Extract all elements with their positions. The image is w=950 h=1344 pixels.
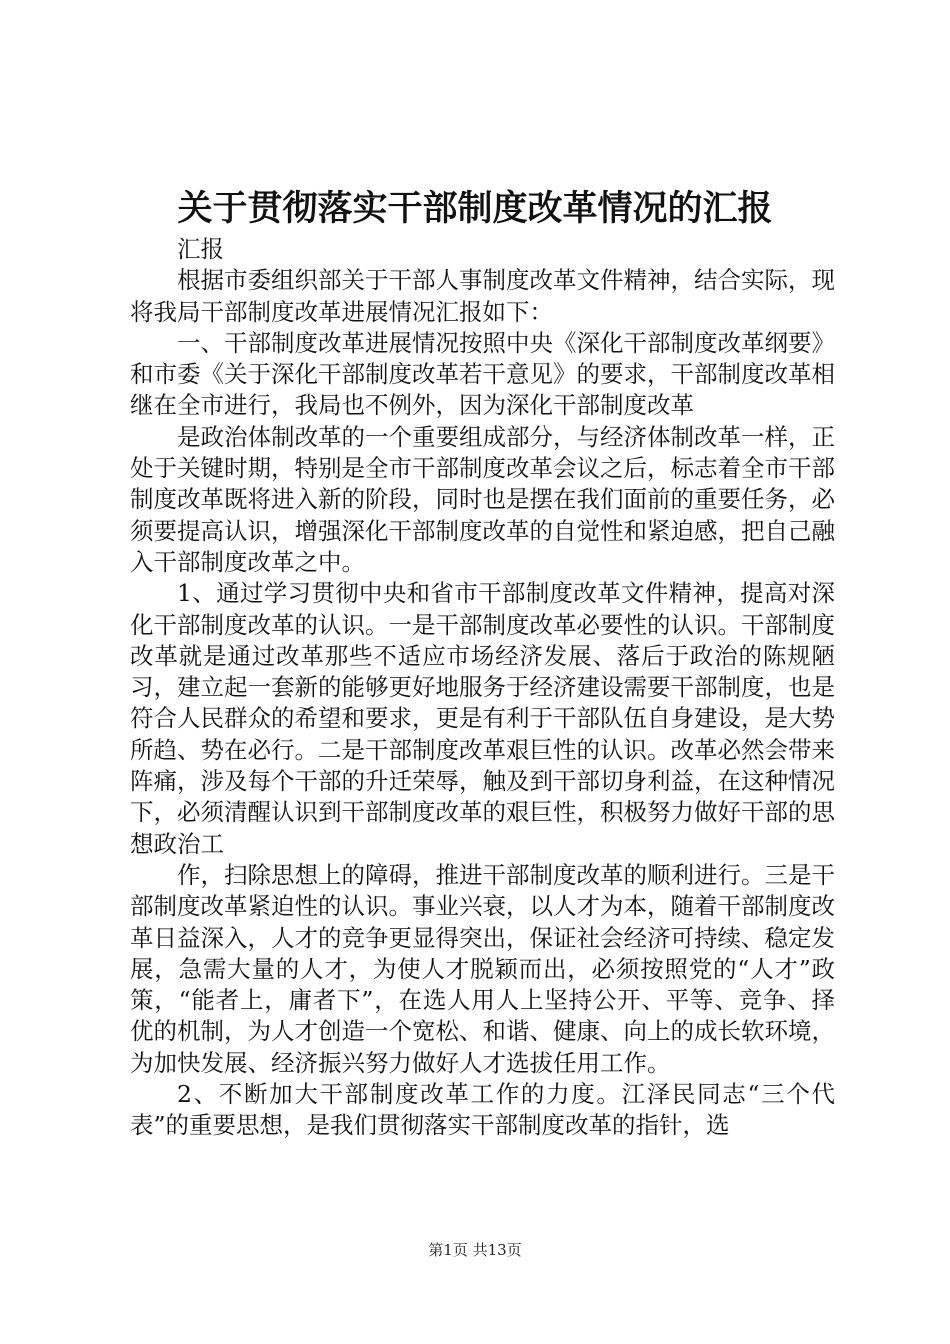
- paragraph: 1、通过学习贯彻中央和省市干部制度改革文件精神，提高对深化干部制度改革的认识。一是干部制度改革必要性的认识。干部制度改革就是通过改革那些不适应市场经济发展、落后于政治的陈规陋习，建立起一套新的能够更好地服务于经济建设需要干部制度，也是符合人民群众的希望和要求，更是有利于干部队伍自身建设，是大势所趋、势在必行。二是干部制度改革艰巨性的认识。改革必然会带来阵痛，涉及每个干部的升迁荣辱，触及到干部切身利益，在这种情况下，必须清醒认识到干部制度改革的艰巨性，积极努力做好干部的思想政治工: [130, 579, 835, 858]
- document-body: [130, 234, 835, 1142]
- paragraph: 根据市委组织部关于干部人事制度改革文件精神，结合实际，现将我局干部制度改革进展情况汇报如下：: [130, 266, 835, 326]
- paragraph: 是政治体制改革的一个重要组成部分，与经济体制改革一样，正处于关键时期，特别是全市干部制度改革会议之后，标志着全市干部制度改革既将进入新的阶段，同时也是摆在我们面前的重要任务，必须要提高认识，增强深化干部制度改革的自觉性和紧迫感，把自己融入干部制度改革之中。: [130, 422, 835, 576]
- paragraph: 作，扫除思想上的障碍，推进干部制度改革的顺利进行。三是干部制度改革紧迫性的认识。事业兴衰，以人才为本，随着干部制度改革日益深入，人才的竞争更显得突出，保证社会经济可持续、稳定发展，急需大量的人才，为使人才脱颖而出，必须按照党的“人才”政策，“能者上，庸者下”，在选人用人上坚持公开、平等、竞争、择优的机制，为人才创造一个宽松、和谐、健康、向上的成长软环境，为加快发展、经济振兴努力做好人才选拔任用工作。: [130, 860, 835, 1077]
- paragraph: 2、不断加大干部制度改革工作的力度。江泽民同志“三个代表”的重要思想，是我们贯彻落实干部制度改革的指针，选: [130, 1080, 835, 1140]
- paragraph: 一、干部制度改革进展情况按照中央《深化干部制度改革纲要》和市委《关于深化干部制度改革若干意见》的要求，干部制度改革相继在全市进行，我局也不例外，因为深化干部制度改革: [130, 328, 835, 420]
- document-title: 关于贯彻落实干部制度改革情况的汇报: [177, 188, 773, 229]
- page-number-footer: 第1页 共13页: [428, 1241, 522, 1259]
- paragraph: 汇报: [177, 235, 224, 263]
